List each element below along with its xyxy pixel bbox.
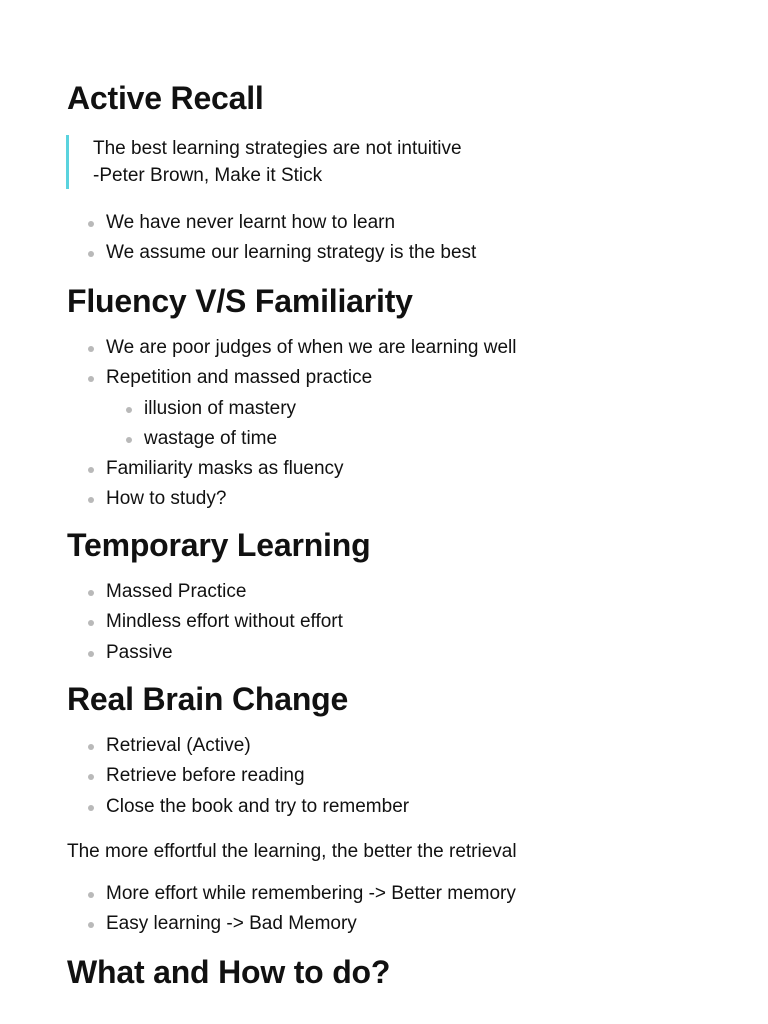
fluency-list — [106, 333, 517, 515]
list-item: More effort while remembering -> Better memory — [106, 879, 516, 909]
list-item: Mindless effort without effort — [106, 607, 343, 637]
temporary-learning-list — [106, 577, 343, 668]
list-item — [106, 363, 517, 454]
effort-memory-list — [106, 879, 516, 940]
list-item: How to study? — [106, 484, 517, 514]
heading-fluency-familiarity: Fluency V/S Familiarity — [67, 283, 413, 319]
paragraph-effortful-learning: The more effortful the learning, the better the retrieval — [67, 841, 517, 862]
nested-list-item: illusion of mastery — [144, 394, 517, 424]
list-item: Passive — [106, 638, 343, 668]
nested-list-item: wastage of time — [144, 424, 517, 454]
list-item: We have never learnt how to learn — [106, 208, 476, 238]
list-item: Easy learning -> Bad Memory — [106, 909, 516, 939]
list-item: Familiarity masks as fluency — [106, 454, 517, 484]
heading-active-recall: Active Recall — [67, 80, 264, 116]
list-item: Retrieve before reading — [106, 761, 409, 791]
heading-real-brain-change: Real Brain Change — [67, 681, 349, 717]
active-recall-list — [106, 208, 476, 269]
list-item: Close the book and try to remember — [106, 792, 409, 822]
list-item: We are poor judges of when we are learning well — [106, 333, 517, 363]
quote-line-1: The best learning strategies are not intuitive — [93, 138, 462, 159]
list-item: Retrieval (Active) — [106, 731, 409, 761]
list-item: We assume our learning strategy is the best — [106, 238, 476, 268]
list-item-text: Repetition and massed practice — [106, 367, 373, 389]
heading-temporary-learning: Temporary Learning — [67, 527, 371, 563]
real-brain-list — [106, 731, 409, 822]
heading-what-and-how: What and How to do? — [67, 954, 391, 990]
quote-attribution: -Peter Brown, Make it Stick — [93, 165, 323, 186]
list-item: Massed Practice — [106, 577, 343, 607]
nested-list — [106, 394, 517, 455]
quote-block — [66, 135, 462, 189]
